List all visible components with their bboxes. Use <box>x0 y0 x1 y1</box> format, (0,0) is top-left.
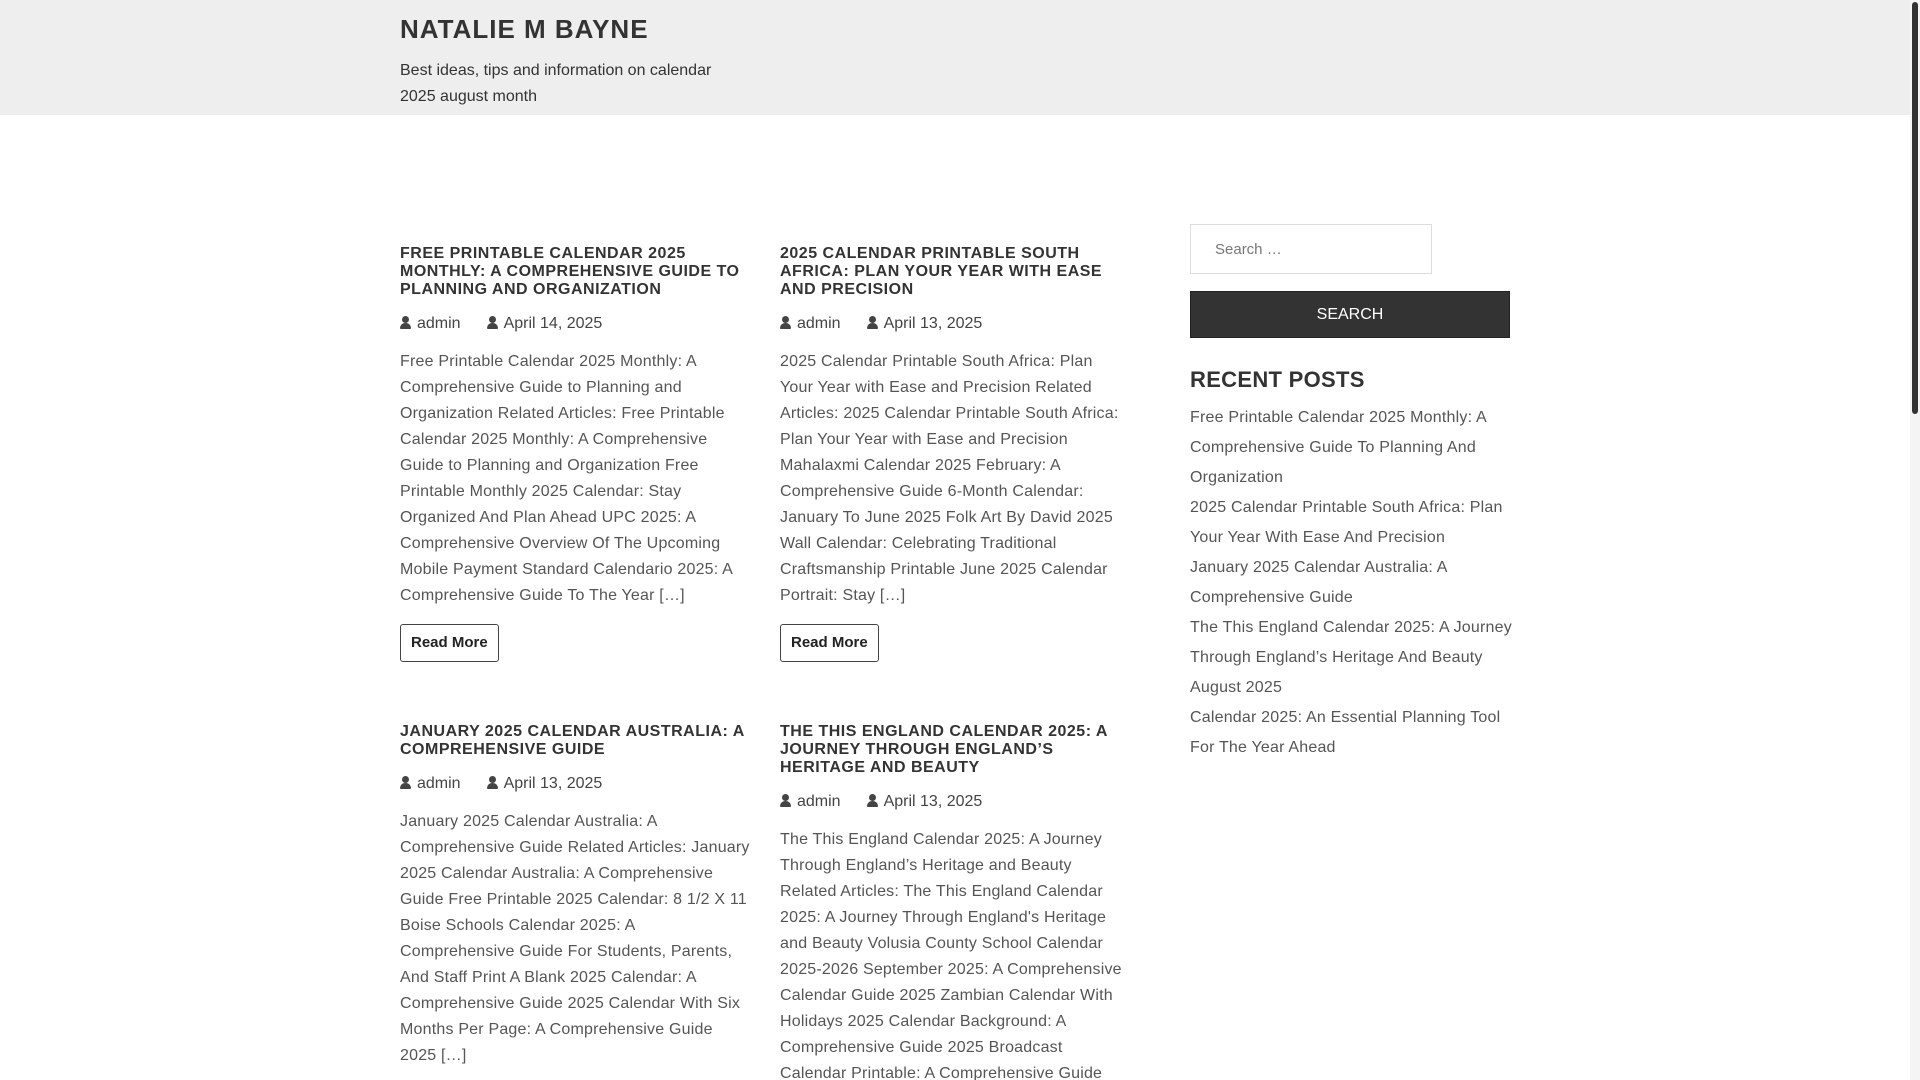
post-date[interactable] <box>867 314 983 334</box>
user-icon <box>780 316 791 329</box>
post-date[interactable] <box>487 314 603 334</box>
recent-post-link[interactable]: 2025 Calendar Printable South Africa: Plan Your Year With Ease And Precision <box>1190 499 1503 546</box>
post-meta <box>780 792 1130 812</box>
post-meta <box>400 314 750 334</box>
post-date[interactable] <box>487 774 603 794</box>
post-author-name[interactable]: admin <box>797 793 841 810</box>
post-excerpt: 2025 Calendar Printable South Africa: Plan Your Year with Ease and Precision Related Articles: 2025 Calendar Printable South Africa: Plan Your Year with Ease and Precision Mahalaxmi Calendar 2025 February: A Comprehensive Guide 6-Month Calendar: January To June 2025 Folk Art By David 2025 Wall Calendar: Celebrating Traditional Craftsmanship Printable June 2025 Calendar Portrait: Stay […] <box>780 353 1119 604</box>
site-header <box>0 0 1910 115</box>
post-author[interactable] <box>780 314 841 334</box>
post-excerpt: Free Printable Calendar 2025 Monthly: A Comprehensive Guide to Planning and Organization Related Articles: Free Printable Calendar 2025 Monthly: A Comprehensive Guide to Planning and Organization Free Printable Monthly 2025 Calendar: Stay Organized And Plan Ahead UPC 2025: A Comprehensive Overview Of The Upcoming Mobile Payment Standard Calendario 2025: A Comprehensive Guide To The Year […] <box>400 353 733 604</box>
post-excerpt: January 2025 Calendar Australia: A Comprehensive Guide Related Articles: January 2025 Calendar Australia: A Comprehensive Guide Free Printable 2025 Calendar: 8 1/2 X 11 Boise Schools Calendar 2025: A Comprehensive Guide For Students, Parents, And Staff Print A Blank 2025 Calendar: A Comprehensive Guide 2025 Calendar With Six Months Per Page: A Comprehensive Guide 2025 […] <box>400 813 750 1064</box>
post-date-text[interactable]: April 13, 2025 <box>883 793 983 810</box>
post-card <box>780 245 1130 662</box>
site-title[interactable]: NATALIE M BAYNE <box>400 14 649 44</box>
recent-post-link[interactable]: Free Printable Calendar 2025 Monthly: A Comprehensive Guide To Planning And Organization <box>1190 409 1486 486</box>
search-button[interactable]: SEARCH <box>1190 291 1510 338</box>
user-icon <box>780 794 791 807</box>
post-author[interactable] <box>400 314 461 334</box>
post-meta <box>400 774 750 794</box>
post-title[interactable]: JANUARY 2025 CALENDAR AUSTRALIA: A COMPREHENSIVE GUIDE <box>400 723 745 758</box>
post-author-name[interactable]: admin <box>797 315 841 332</box>
vertical-scrollbar[interactable] <box>1910 0 1920 1080</box>
scrollbar-thumb[interactable] <box>1912 2 1918 414</box>
user-icon <box>487 776 498 789</box>
post-author[interactable] <box>780 792 841 812</box>
post-date-text[interactable]: April 14, 2025 <box>503 315 603 332</box>
post-title[interactable]: FREE PRINTABLE CALENDAR 2025 MONTHLY: A COMPREHENSIVE GUIDE TO PLANNING AND ORGANIZATION <box>400 245 740 298</box>
recent-post-link[interactable]: The This England Calendar 2025: A Journey Through England’s Heritage And Beauty <box>1190 619 1512 666</box>
post-date-text[interactable]: April 13, 2025 <box>883 315 983 332</box>
site-description: Best ideas, tips and information on calendar 2025 august month <box>400 62 712 105</box>
recent-post-link[interactable]: Calendar 2025: An Essential Planning Tool For The Year Ahead <box>1190 709 1501 756</box>
user-icon <box>400 776 411 789</box>
read-more-button[interactable]: Read More <box>780 624 879 662</box>
post-date-text[interactable]: April 13, 2025 <box>503 775 603 792</box>
post-excerpt: The This England Calendar 2025: A Journey Through England’s Heritage and Beauty Related Articles: The This England Calendar 2025: A Journey Through England's Heritage and Beauty Volusia County School Calendar 2025-2026 September 2025: A Comprehensive Calendar Guide 2025 Zambian Calendar With Holidays 2025 Calendar Background: A Comprehensive Guide 2025 Broadcast Calendar Printable: A Comprehensive Guide <box>780 831 1122 1080</box>
recent-posts-list <box>1190 403 1520 763</box>
post-date[interactable] <box>867 792 983 812</box>
post-card <box>780 723 1130 1080</box>
post-title[interactable]: 2025 CALENDAR PRINTABLE SOUTH AFRICA: PLAN YOUR YEAR WITH EASE AND PRECISION <box>780 245 1103 298</box>
post-author[interactable] <box>400 774 461 794</box>
post-card <box>400 245 750 662</box>
search-input[interactable] <box>1190 224 1432 274</box>
user-icon <box>487 316 498 329</box>
post-author-name[interactable]: admin <box>417 775 461 792</box>
user-icon <box>867 794 878 807</box>
recent-posts-title: RECENT POSTS <box>1190 367 1365 392</box>
user-icon <box>867 316 878 329</box>
post-author-name[interactable]: admin <box>417 315 461 332</box>
post-meta <box>780 314 1130 334</box>
user-icon <box>400 316 411 329</box>
recent-post-link[interactable]: August 2025 <box>1190 679 1283 696</box>
recent-post-link[interactable]: January 2025 Calendar Australia: A Comprehensive Guide <box>1190 559 1447 606</box>
post-title[interactable]: THE THIS ENGLAND CALENDAR 2025: A JOURNEY THROUGH ENGLAND’S HERITAGE AND BEAUTY <box>780 723 1108 776</box>
post-card <box>400 723 750 1069</box>
read-more-button[interactable]: Read More <box>400 624 499 662</box>
